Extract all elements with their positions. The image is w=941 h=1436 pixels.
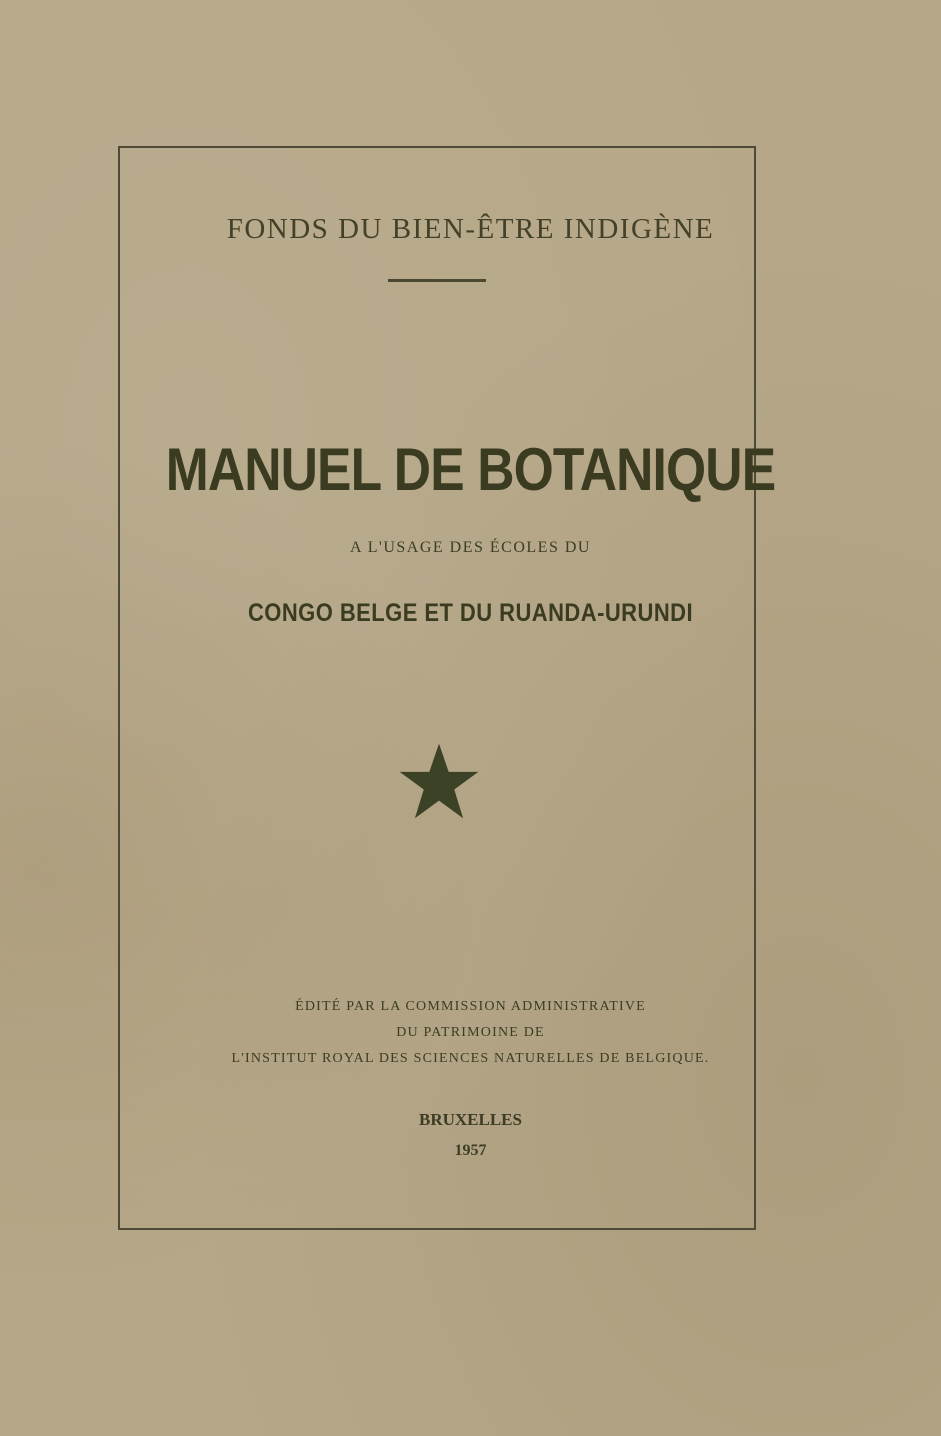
publisher-line: ÉDITÉ PAR LA COMMISSION ADMINISTRATIVE [295, 999, 646, 1014]
book-region: CONGO BELGE ET DU RUANDA-URUNDI [247, 599, 694, 627]
header-divider [388, 279, 486, 282]
book-title: MANUEL DE BOTANIQUE [165, 436, 776, 503]
publisher-line: DU PATRIMOINE DE [396, 1025, 545, 1040]
series-header: FONDS DU BIEN-ÊTRE INDIGÈNE [226, 213, 715, 245]
publisher-block [0, 994, 941, 1072]
publication-year: 1957 [454, 1142, 487, 1159]
star-icon [397, 742, 481, 824]
publication-city: BRUXELLES [419, 1110, 522, 1129]
book-subtitle: A L'USAGE DES ÉCOLES DU [350, 539, 591, 556]
publisher-line: L'INSTITUT ROYAL DES SCIENCES NATURELLES DE BELGIQUE. [231, 1051, 710, 1066]
